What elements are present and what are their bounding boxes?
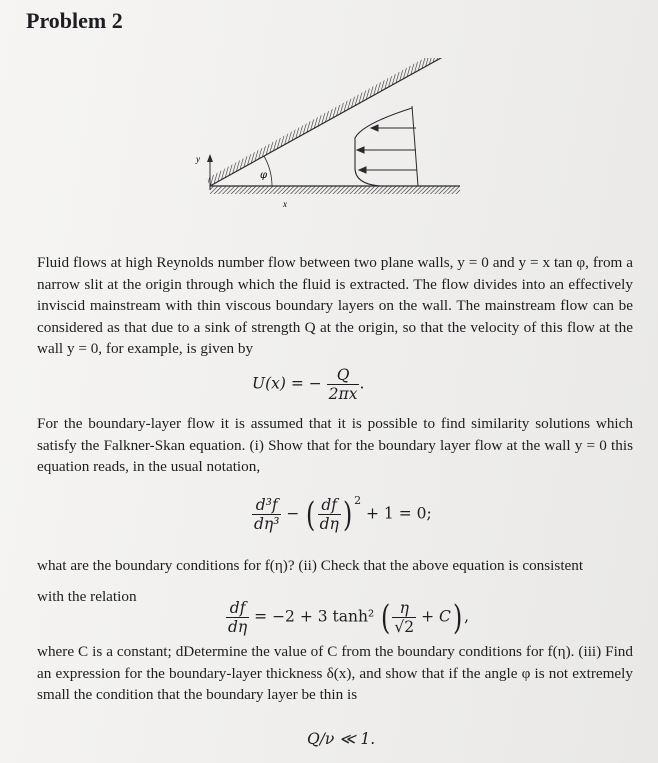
eq1-end: . (359, 374, 365, 393)
angle-label: φ (260, 170, 268, 181)
eq2-right-paren: ) (342, 494, 353, 535)
problem-statement: Fluid flows at high Reynolds number flow between two plane walls, y = 0 and y = x tan φ, from a narrow slit at the origin through which the fluid is extracted. The flow divides into an effectively inviscid mainstream with thin viscous boundary layers on the wall. The mainstream flow can be considered as that due to a sink of strength Q at the origin, so that the velocity of this flow at the wall y = 0, for example, is given by (37, 254, 633, 358)
eq2-denominator-1: dη³ (254, 515, 280, 533)
eq3-fraction-derivative (226, 599, 249, 636)
eq3-left-paren: ( (381, 597, 391, 638)
x-axis-label: x (283, 199, 287, 209)
eq3-constant: + C (421, 607, 451, 626)
eq3-end: , (464, 607, 470, 626)
eq4-text: Q/ν ≪ 1. (307, 730, 376, 748)
equation-mainstream-velocity (252, 366, 364, 403)
section-line (412, 106, 418, 186)
relation-intro: with the relation (37, 588, 137, 605)
problem-title: Problem 2 (26, 8, 123, 33)
equation-falkner-skan (252, 496, 432, 533)
equation-tanh-relation (226, 599, 469, 636)
eq2-fraction-first-derivative (318, 496, 341, 533)
eq3-denominator-2: √2 (394, 618, 415, 636)
eq1-fraction (327, 366, 360, 403)
eq3-right-paren: ) (452, 597, 463, 638)
falkner-skan-paragraph: For the boundary-layer flow it is assumed that it is possible to find similarity solutions which satisfy the Falkner-Skan equation. (i) Show that for the boundary layer flow at the wall y = 0 this equation reads, in the usual notation, (37, 415, 633, 476)
eq3-middle: = −2 + 3 tanh² (254, 607, 375, 626)
velocity-arrows (357, 125, 417, 173)
y-axis-label: y (196, 154, 200, 164)
eq2-minus: − (286, 504, 300, 523)
eq2-numerator-2: df (318, 496, 341, 515)
eq3-fraction-eta (392, 599, 416, 636)
boundary-conditions-question: what are the boundary conditions for f(η)? (ii) Check that the above equation is consistent (37, 557, 584, 574)
eq2-fraction-third-derivative (252, 496, 281, 533)
eq3-numerator-1: df (226, 599, 249, 618)
thickness-question: where C is a constant; dDetermine the value of C from the boundary conditions for f(η). (iii) Find an expression for the boundary-layer thickness δ(x), and show that if the angle φ is not extremely small the condition that the boundary layer be thin is (37, 643, 633, 704)
eq1-numerator: Q (327, 366, 360, 385)
eq3-numerator-2: η (392, 599, 416, 618)
eq1-denominator: 2πx (328, 385, 358, 403)
eq3-denominator-1: dη (228, 618, 248, 636)
eq2-numerator-1: d³f (252, 496, 281, 515)
equation-thin-condition (307, 730, 375, 748)
eq2-end: + 1 = 0; (366, 504, 432, 523)
lower-wall (210, 186, 460, 194)
eq2-exponent: 2 (354, 494, 362, 508)
eq2-denominator-2: dη (319, 515, 339, 533)
eq2-left-paren: ( (306, 494, 316, 535)
wedge-flow-diagram (180, 58, 480, 218)
eq1-lhs: U(x) = − (252, 374, 322, 393)
y-axis-arrow (207, 154, 213, 162)
